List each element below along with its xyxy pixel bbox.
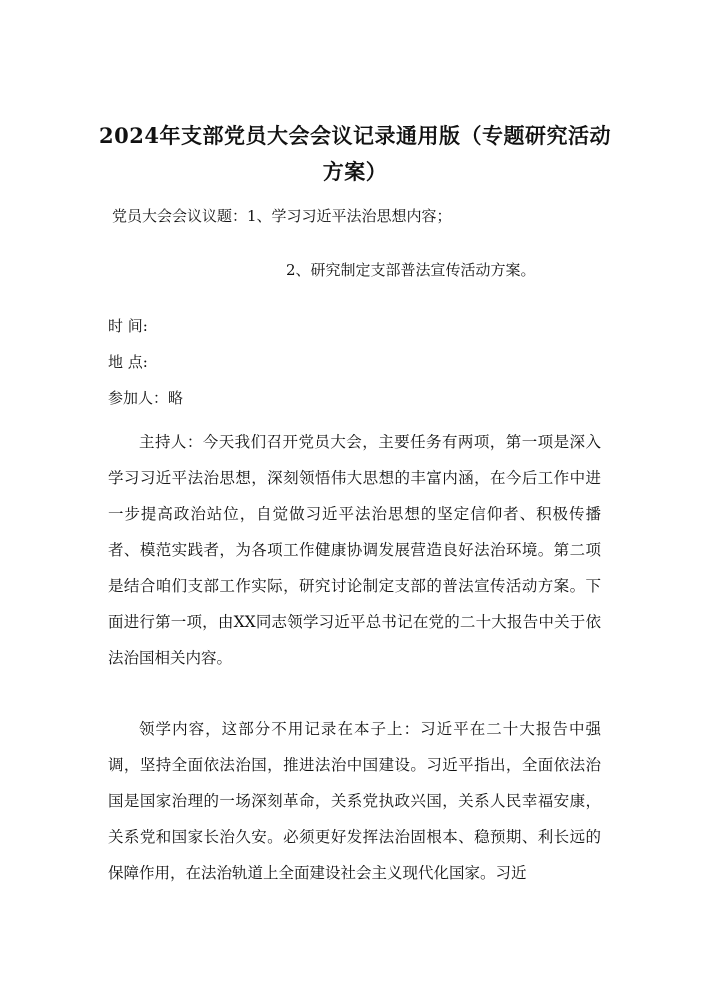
- meeting-topics-line-2: 2、研究制定支部普法宣传活动方案。: [286, 261, 536, 279]
- place-label: 地 点:: [108, 353, 148, 371]
- host-opening-paragraph: 主持人：今天我们召开党员大会，主要任务有两项，第一项是深入学习习近平法治思想，深刻领悟伟大思想的丰富内涵，在今后工作中进一步提高政治站位，自觉做习近平法治思想的坚定信仰者、积极传播者、模范实践者，为各项工作健康协调发展营造良好法治环境。第二项是结合咱们支部工作实际，研究讨论制定支部的普法宣传活动方案。下面进行第一项，由XX同志领学习近平总书记在党的二十大报告中关于依法治国相关内容。: [108, 433, 601, 667]
- document-title: 2024年支部党员大会会议记录通用版（专题研究活动方案）: [99, 123, 611, 184]
- study-content-paragraph: 领学内容，这部分不用记录在本子上：习近平在二十大报告中强调，坚持全面依法治国，推进法治中国建设。习近平指出，全面依法治国是国家治理的一场深刻革命，关系党执政兴国，关系人民幸福安康，关系党和国家长治久安。必须更好发挥法治固根本、稳预期、利长远的保障作用，在法治轨道上全面建设社会主义现代化国家。习近: [108, 720, 601, 882]
- participants-label: 参加人：略: [108, 389, 184, 407]
- time-label: 时 间:: [108, 317, 148, 335]
- meeting-topics-line-1: 党员大会会议议题：1、学习习近平法治思想内容；: [112, 207, 452, 225]
